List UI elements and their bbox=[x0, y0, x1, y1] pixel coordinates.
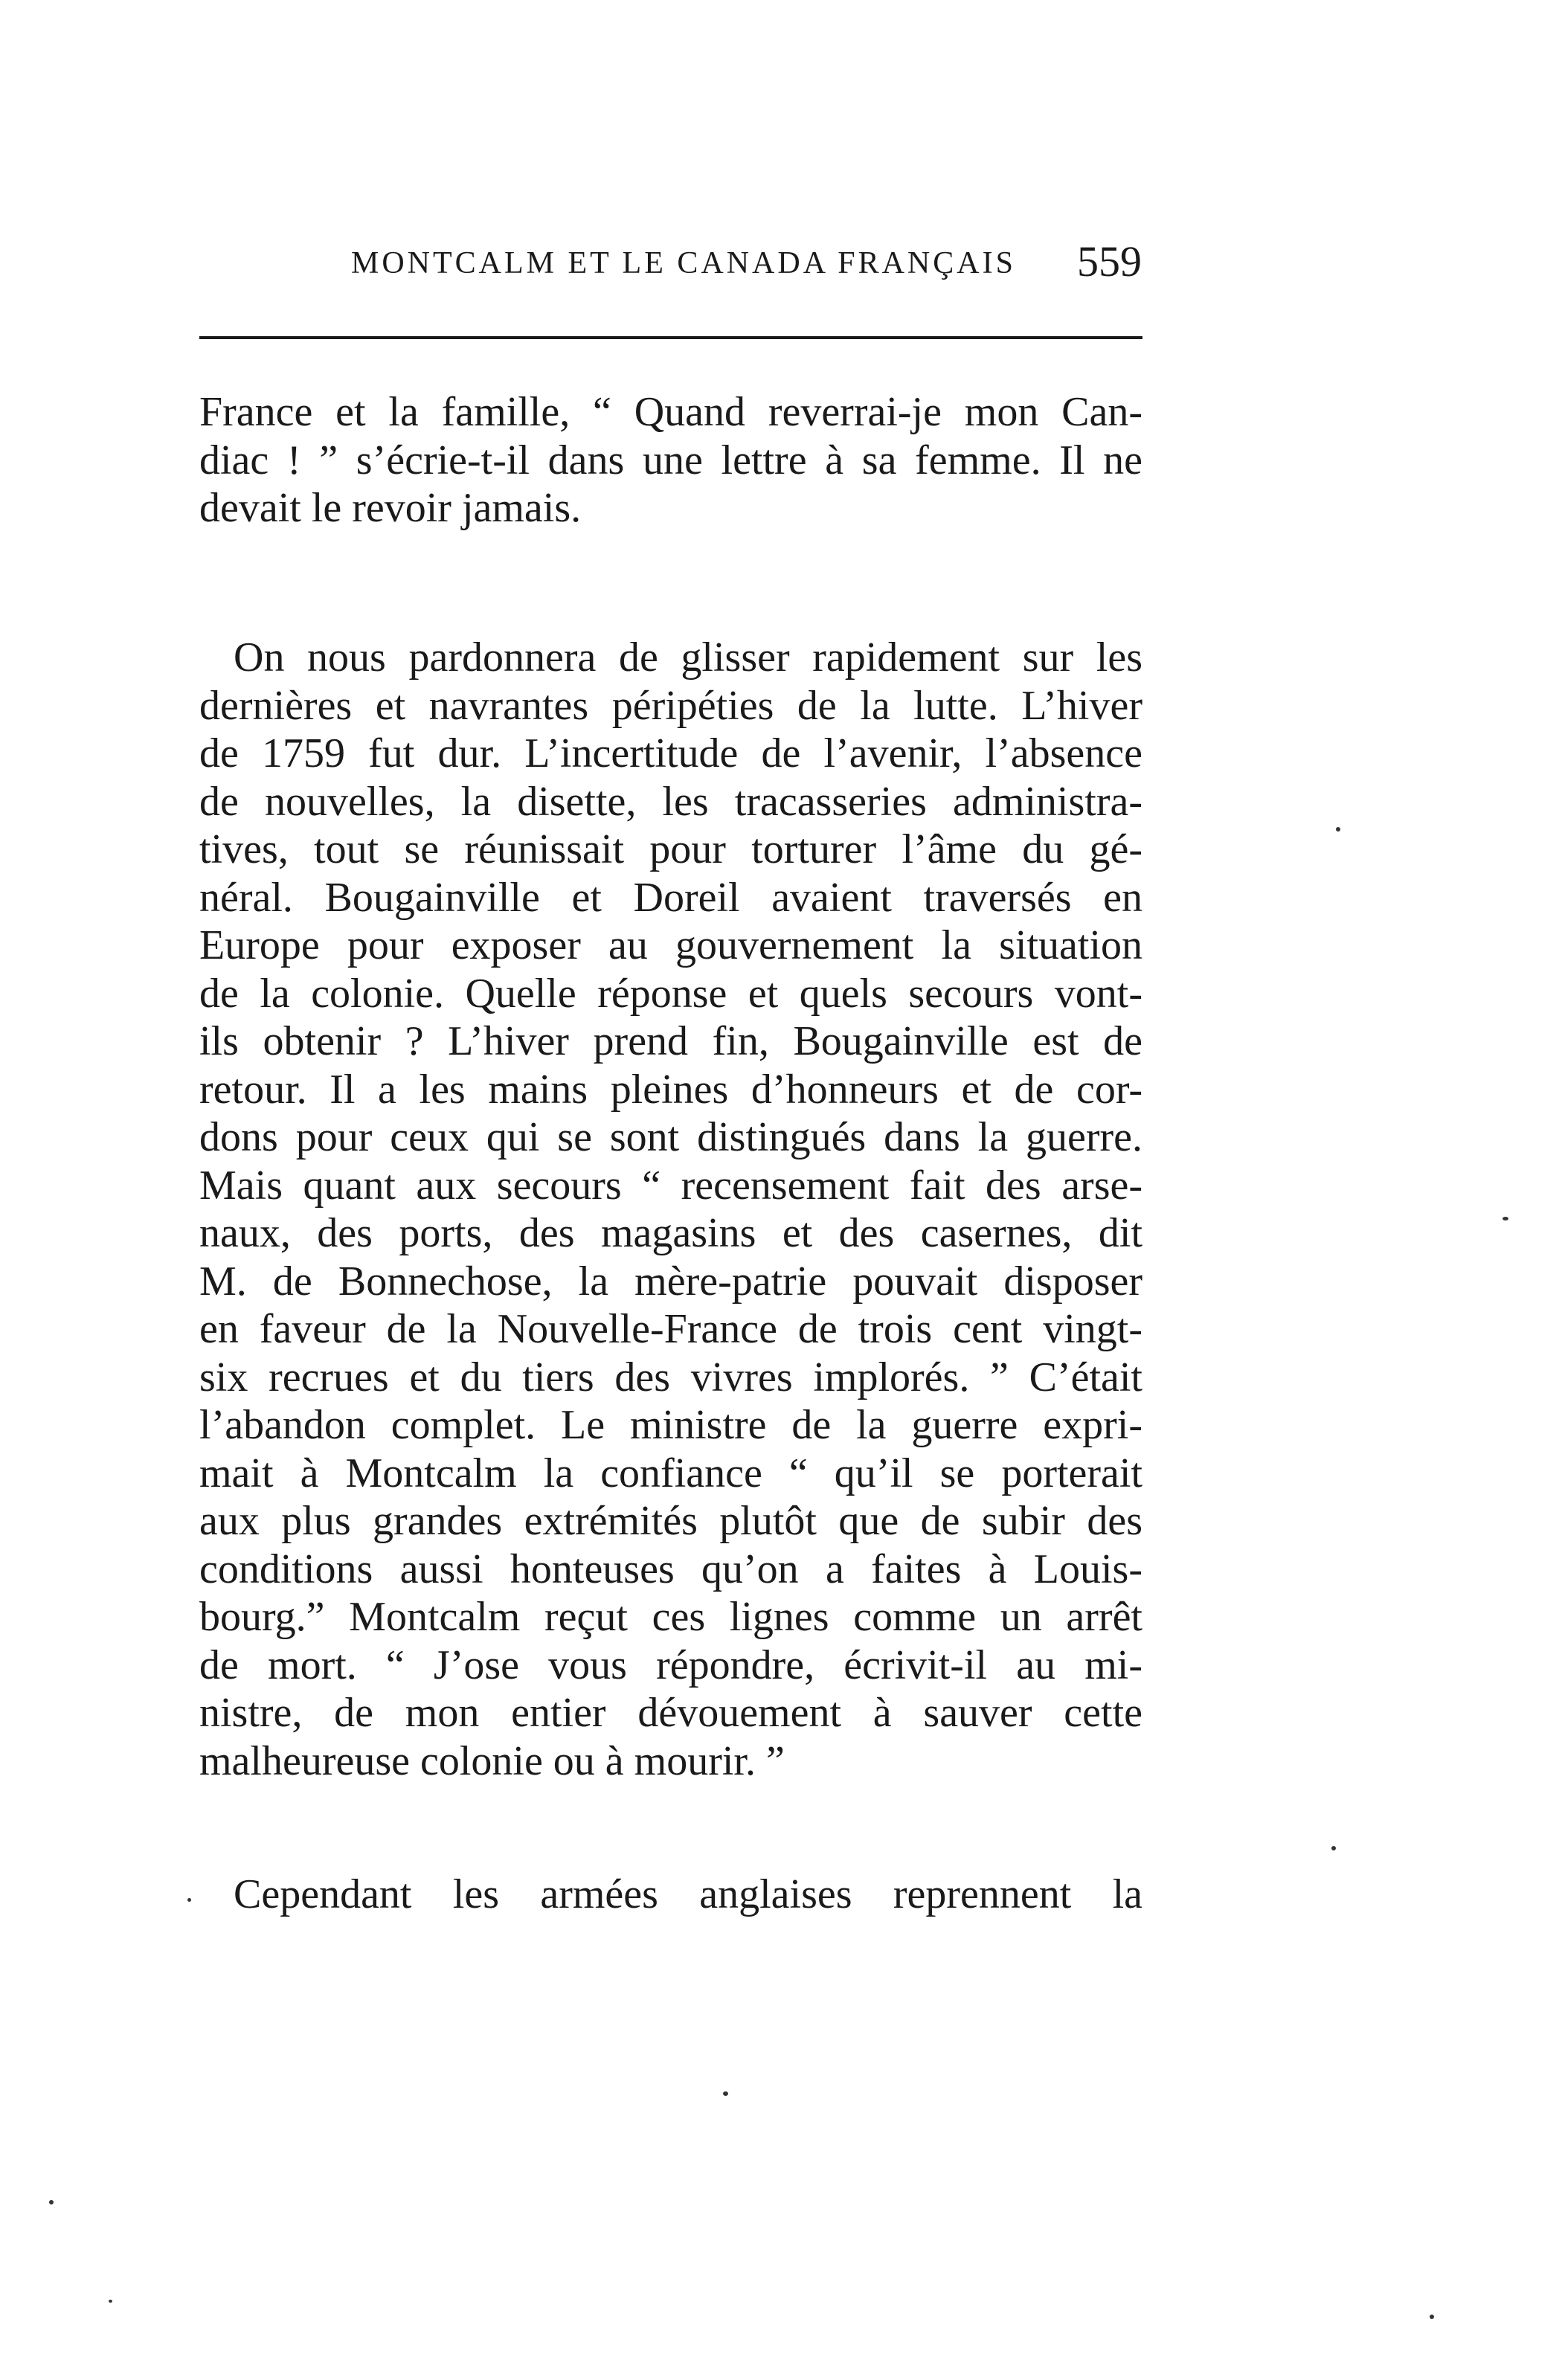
text-line: de la colonie. Quelle réponse et quels secours vont- bbox=[199, 970, 1142, 1017]
scan-speck bbox=[1430, 2315, 1434, 2319]
text-line: Europe pour exposer au gouvernement la situation bbox=[199, 922, 1142, 968]
text-line: malheureuse colonie ou à mourir. ” bbox=[199, 1737, 785, 1784]
scan-speck bbox=[1331, 1846, 1336, 1850]
text-line: France et la famille, “ Quand reverrai-je mon Can- bbox=[199, 389, 1142, 435]
paragraph-3 bbox=[199, 1871, 1142, 1919]
scan-speck bbox=[1502, 1217, 1508, 1220]
text-line: en faveur de la Nouvelle-France de trois cent vingt- bbox=[199, 1306, 1142, 1352]
running-head-title: MONTCALM ET LE CANADA FRANÇAIS bbox=[351, 246, 1016, 280]
text-line: Cependant les armées anglaises reprennent la bbox=[234, 1871, 1142, 1917]
scan-speck bbox=[49, 2200, 54, 2204]
text-line: de nouvelles, la disette, les tracasseries administra- bbox=[199, 778, 1142, 825]
text-line: diac ! ” s’écrie-t-il dans une lettre à sa femme. Il ne bbox=[199, 437, 1142, 483]
text-line: l’abandon complet. Le ministre de la guerre expri- bbox=[199, 1402, 1142, 1448]
text-line: dernières et navrantes péripéties de la lutte. L’hiver bbox=[199, 682, 1142, 729]
text-line: de 1759 fut dur. L’incertitude de l’avenir, l’absence bbox=[199, 730, 1142, 776]
text-line: mait à Montcalm la confiance “ qu’il se porterait bbox=[199, 1450, 1142, 1496]
text-line: dons pour ceux qui se sont distingués dans la guerre. bbox=[199, 1114, 1142, 1160]
text-line: retour. Il a les mains pleines d’honneurs et de cor- bbox=[199, 1066, 1142, 1113]
scan-speck bbox=[723, 2091, 728, 2096]
text-line: néral. Bougainville et Doreil avaient traversés en bbox=[199, 874, 1142, 921]
paragraph-2 bbox=[199, 634, 1142, 1785]
text-line: de mort. “ J’ose vous répondre, écrivit-il au mi- bbox=[199, 1641, 1142, 1688]
text-line: nistre, de mon entier dévouement à sauver cette bbox=[199, 1690, 1142, 1736]
text-line: bourg.” Montcalm reçut ces lignes comme un arrêt bbox=[199, 1594, 1142, 1640]
text-line: M. de Bonnechose, la mère-patrie pouvait disposer bbox=[199, 1258, 1142, 1305]
text-line: six recrues et du tiers des vivres implorés. ” C’était bbox=[199, 1354, 1142, 1400]
text-line: tives, tout se réunissait pour torturer l’âme du gé- bbox=[199, 826, 1142, 872]
scan-speck bbox=[187, 1898, 191, 1902]
text-line: naux, des ports, des magasins et des casernes, dit bbox=[199, 1210, 1142, 1256]
header-rule bbox=[199, 336, 1142, 339]
text-line: aux plus grandes extrémités plutôt que de subir des bbox=[199, 1498, 1142, 1544]
paragraph-1 bbox=[199, 388, 1142, 533]
text-line: On nous pardonnera de glisser rapidement sur les bbox=[234, 634, 1142, 681]
text-line: devait le revoir jamais. bbox=[199, 485, 582, 531]
text-line: ils obtenir ? L’hiver prend fin, Bougainville est de bbox=[199, 1018, 1142, 1064]
page-number: 559 bbox=[1077, 237, 1142, 286]
text-line: conditions aussi honteuses qu’on a faites à Louis- bbox=[199, 1546, 1142, 1592]
scan-speck bbox=[1336, 827, 1340, 832]
scan-speck bbox=[109, 2300, 112, 2303]
text-line: Mais quant aux secours “ recensement fait des arse- bbox=[199, 1162, 1142, 1209]
